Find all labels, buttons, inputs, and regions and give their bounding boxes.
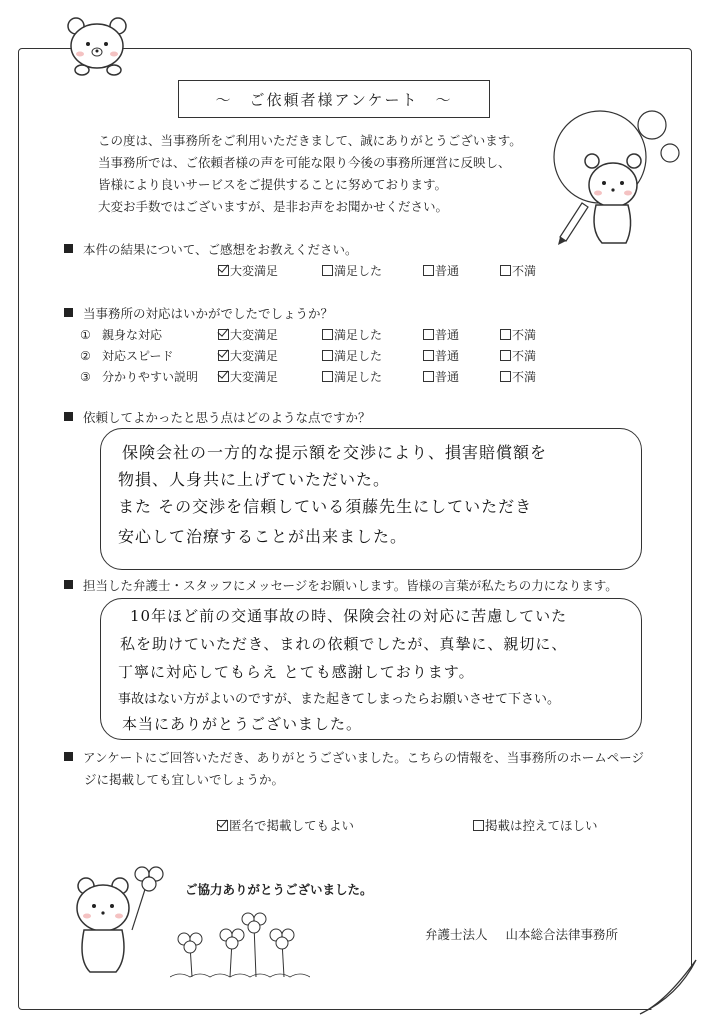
intro-line: 皆様により良いサービスをご提供することに努めております。 xyxy=(98,177,448,192)
q2-row-2-very-satisfied[interactable]: 大変満足 xyxy=(218,347,278,364)
q2-row-3-normal[interactable]: 普通 xyxy=(423,368,459,385)
answer-4-line: 10年ほど前の交通事故の時、保険会社の対応に苦慮していた xyxy=(130,607,568,625)
q2-row-2-dissatisfied[interactable]: 不満 xyxy=(500,347,536,364)
checkbox-icon[interactable] xyxy=(322,371,333,382)
thanks-message: ご協力ありがとうございました。 xyxy=(185,882,373,897)
q2-row-3-satisfied[interactable]: 満足した xyxy=(322,368,382,385)
checkbox-icon[interactable] xyxy=(500,371,511,382)
question-5-text: アンケートにご回答いただき、ありがとうございました。こちらの情報を、当事務所のホームページ xyxy=(83,750,645,765)
q2-row-1-satisfied[interactable]: 満足した xyxy=(322,326,382,343)
q5-option-anonymous[interactable]: 匿名で掲載してもよい xyxy=(217,816,354,834)
bullet-square-icon xyxy=(64,412,73,421)
checkbox-icon[interactable] xyxy=(500,329,511,340)
question-5-options xyxy=(0,816,723,834)
question-3 xyxy=(64,408,371,426)
q2-row-1-options xyxy=(0,326,723,344)
bear-with-pencil-icon xyxy=(530,105,690,250)
answer-3-line: 安心して治療することが出来ました。 xyxy=(118,527,408,546)
intro-line: 当事務所では、ご依頼者様の声を可能な限り今後の事務所運営に反映し、 xyxy=(98,155,511,170)
bear-peeking-icon xyxy=(62,12,132,76)
bullet-square-icon xyxy=(64,308,73,317)
firm-name: 山本総合法律事務所 xyxy=(505,927,619,942)
checkbox-icon[interactable] xyxy=(423,329,434,340)
checkbox-icon[interactable] xyxy=(500,350,511,361)
checkbox-checked-icon[interactable] xyxy=(218,371,229,382)
checkbox-icon[interactable] xyxy=(322,350,333,361)
question-2-text: 当事務所の対応はいかがでしたでしょうか？ xyxy=(83,306,334,321)
answer-3-line: 物損、人身共に上げていただいた。 xyxy=(118,470,391,489)
q2-row-1-dissatisfied[interactable]: 不満 xyxy=(500,326,536,343)
checkbox-icon[interactable] xyxy=(423,350,434,361)
q1-option-satisfied[interactable]: 満足した xyxy=(322,262,382,279)
checkbox-checked-icon[interactable] xyxy=(218,265,229,276)
q2-row-label: ② 対応スピード xyxy=(80,349,174,363)
q2-row-3-very-satisfied[interactable]: 大変満足 xyxy=(218,368,278,385)
q2-row-3-options xyxy=(0,368,723,386)
q1-option-normal[interactable]: 普通 xyxy=(423,262,459,279)
bullet-square-icon xyxy=(64,244,73,253)
checkbox-icon[interactable] xyxy=(473,820,484,831)
checkbox-checked-icon[interactable] xyxy=(217,820,228,831)
answer-4-line: 本当にありがとうございました。 xyxy=(122,715,363,733)
bullet-square-icon xyxy=(64,752,73,761)
clover-flowers-icon xyxy=(170,905,310,980)
q2-row-label: ① 親身な対応 xyxy=(80,328,163,342)
firm-type: 弁護士法人 xyxy=(425,927,488,942)
page-title: ～ ご依頼者様アンケート ～ xyxy=(178,80,490,118)
q1-option-very-satisfied[interactable]: 大変満足 xyxy=(218,262,278,279)
answer-3-line: また その交渉を信頼している須藤先生にしていただき xyxy=(118,497,533,516)
law-firm-signature xyxy=(425,925,636,943)
checkbox-icon[interactable] xyxy=(500,265,511,276)
bear-with-clover-icon xyxy=(70,860,180,980)
page-curl-icon xyxy=(638,956,698,1016)
answer-4-line: 事故はない方がよいのですが、また起きてしまったらお願いさせて下さい。 xyxy=(118,692,561,707)
question-1-text: 本件の結果について、ご感想をお教えください。 xyxy=(83,242,358,257)
q2-row-2-satisfied[interactable]: 満足した xyxy=(322,347,382,364)
question-3-text: 依頼してよかったと思う点はどのような点ですか？ xyxy=(83,410,371,425)
q2-row-label: ③ 分かりやすい説明 xyxy=(80,370,199,384)
q2-row-3-dissatisfied[interactable]: 不満 xyxy=(500,368,536,385)
answer-4-line: 丁寧に対応してもらえ とても感謝しております。 xyxy=(118,663,475,681)
question-4-text: 担当した弁護士・スタッフにメッセージをお願いします。皆様の言葉が私たちの力になります。 xyxy=(83,578,618,593)
checkbox-checked-icon[interactable] xyxy=(218,329,229,340)
q2-row-1-very-satisfied[interactable]: 大変満足 xyxy=(218,326,278,343)
checkbox-icon[interactable] xyxy=(423,265,434,276)
question-5-continued: ジに掲載しても宜しいでしょうか。 xyxy=(84,772,285,787)
checkbox-checked-icon[interactable] xyxy=(218,350,229,361)
intro-line: この度は、当事務所をご利用いただきまして、誠にありがとうございます。 xyxy=(98,133,522,148)
q2-row-1-normal[interactable]: 普通 xyxy=(423,326,459,343)
answer-3-line: 保険会社の一方的な提示額を交渉により、損害賠償額を xyxy=(122,443,548,462)
bullet-square-icon xyxy=(64,580,73,589)
question-1-options xyxy=(0,262,723,280)
q5-option-decline[interactable]: 掲載は控えてほしい xyxy=(473,816,598,834)
question-4 xyxy=(64,576,618,594)
answer-4-line: 私を助けていただき、まれの依頼でしたが、真摯に、親切に、 xyxy=(120,635,568,653)
intro-line: 大変お手数ではございますが、是非お声をお聞かせください。 xyxy=(98,199,449,214)
q2-row-2-normal[interactable]: 普通 xyxy=(423,347,459,364)
checkbox-icon[interactable] xyxy=(322,329,333,340)
checkbox-icon[interactable] xyxy=(423,371,434,382)
question-5 xyxy=(64,748,644,766)
q2-row-2-options xyxy=(0,347,723,365)
q1-option-dissatisfied[interactable]: 不満 xyxy=(500,262,536,279)
question-1 xyxy=(64,240,358,258)
question-2 xyxy=(64,304,333,322)
checkbox-icon[interactable] xyxy=(322,265,333,276)
intro-text xyxy=(98,130,522,218)
